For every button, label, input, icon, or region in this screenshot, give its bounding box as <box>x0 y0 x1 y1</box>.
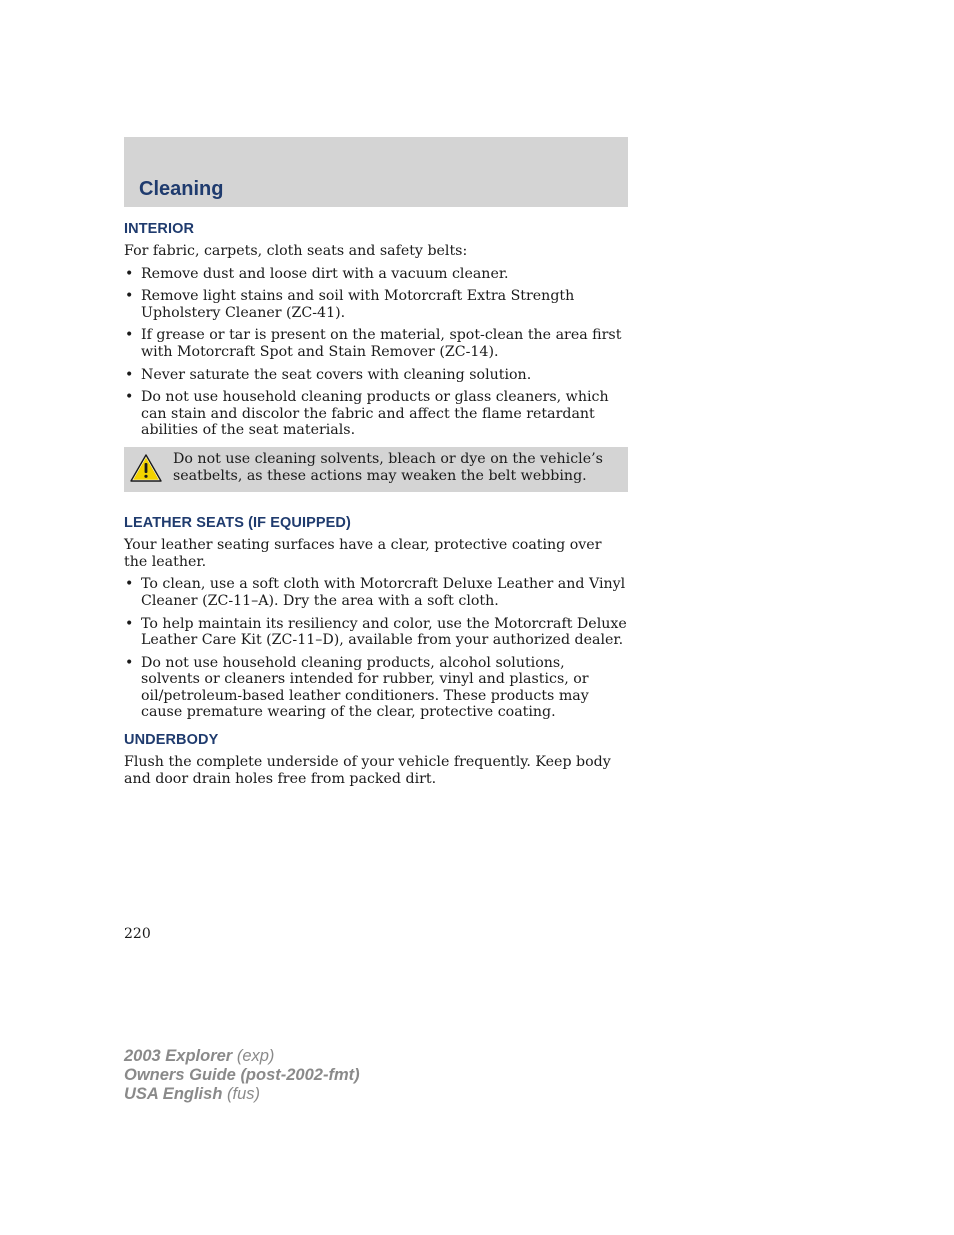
language: USA English <box>124 1085 223 1103</box>
interior-intro: For fabric, carpets, cloth seats and safety belts: <box>124 243 468 259</box>
section-title: Cleaning <box>139 178 224 200</box>
list-item: • Do not use household cleaning products or glass cleaners, which can stain and discolor the fabric and affect the flame retardant abilities of the seat materials. <box>125 389 609 439</box>
bullet-icon: • <box>125 615 134 632</box>
language-code: (fus) <box>227 1085 260 1103</box>
list-item: • Remove light stains and soil with Motorcraft Extra Strength Upholstery Cleaner (ZC-41). <box>125 288 575 321</box>
bullet-icon: • <box>125 366 134 383</box>
bullet-icon: • <box>125 389 134 406</box>
warning-box <box>124 447 628 492</box>
heading-underbody: UNDERBODY <box>124 732 219 749</box>
heading-interior: INTERIOR <box>124 221 195 237</box>
list-item: • To help maintain its resiliency and color, use the Motorcraft Deluxe Leather Care Kit (ZC-11–D), available from your authorized dealer. <box>125 615 627 649</box>
section-header-band <box>124 137 628 207</box>
list-item: • To clean, use a soft cloth with Motorcraft Deluxe Leather and Vinyl Cleaner (ZC-11–A). Dry the area with a soft cloth. <box>125 576 626 609</box>
bullet-icon: • <box>125 654 134 671</box>
warning-text: Do not use cleaning solvents, bleach or dye on the vehicle’s seatbelts, as these actions may weaken the belt webbing. <box>173 450 603 484</box>
bullet-icon: • <box>125 265 134 282</box>
page-content <box>124 220 628 793</box>
leather-list <box>124 576 628 721</box>
bullet-icon: • <box>125 576 134 593</box>
leather-intro: Your leather seating surfaces have a clear, protective coating over the leather. <box>124 537 602 570</box>
vehicle-model: 2003 Explorer <box>124 1047 233 1065</box>
list-item: • If grease or tar is present on the material, spot-clean the area first with Motorcraft Spot and Stain Remover (ZC-14). <box>125 327 622 360</box>
bullet-icon: • <box>125 327 134 344</box>
list-item: • Do not use household cleaning products, alcohol solutions, solvents or cleaners intended for rubber, vinyl and plastics, or oil/petroleum-based leather conditioners. These products may cause premature wearing of the clear, protective coating. <box>125 654 589 721</box>
heading-leather-seats: LEATHER SEATS (IF EQUIPPED) <box>124 515 351 532</box>
page-number: 220 <box>124 926 151 942</box>
bullet-icon: • <box>125 288 134 305</box>
warning-triangle-icon <box>129 453 163 483</box>
list-item: • Never saturate the seat covers with cleaning solution. <box>125 366 532 383</box>
document-metadata <box>124 1047 360 1104</box>
vehicle-code: (exp) <box>236 1047 275 1065</box>
interior-list <box>124 266 628 439</box>
guide-format: Owners Guide (post-2002-fmt) <box>124 1066 360 1084</box>
underbody-text: Flush the complete underside of your vehicle frequently. Keep body and door drain holes free from packed dirt. <box>124 754 611 787</box>
list-item: • Remove dust and loose dirt with a vacuum cleaner. <box>125 265 509 282</box>
